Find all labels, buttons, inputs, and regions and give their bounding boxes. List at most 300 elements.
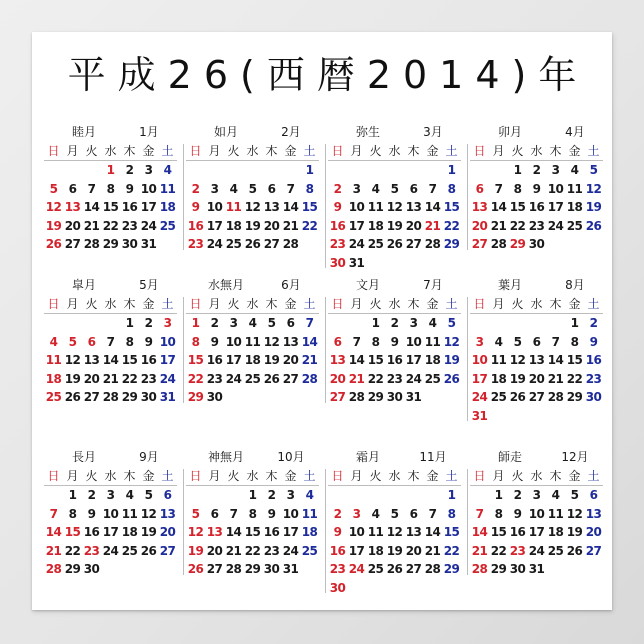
weekday-label: 月 (350, 297, 363, 311)
weekday-header-row (186, 295, 319, 314)
date-cell: 9 (210, 334, 219, 349)
date-cell: 27 (206, 562, 223, 576)
month-number-label: 6月 (281, 278, 301, 292)
date-cell: 22 (64, 543, 81, 558)
date-cell: 11 (424, 334, 441, 349)
month-header (470, 275, 603, 295)
date-cell: 25 (45, 390, 62, 404)
empty-date-cell (205, 486, 224, 505)
month-calendar-5 (44, 275, 177, 407)
empty-date-cell (300, 560, 319, 579)
date-cell: 4 (229, 181, 238, 196)
date-cell: 15 (566, 353, 583, 367)
date-cell: 15 (187, 353, 204, 367)
month-traditional-name: 師走 (497, 450, 522, 464)
date-cell: 1 (494, 488, 503, 502)
date-cell: 15 (509, 200, 526, 214)
date-grid (44, 314, 177, 407)
date-cell: 26 (585, 218, 602, 233)
month-number-label: 10月 (277, 450, 305, 464)
date-cell: 23 (585, 371, 602, 386)
date-cell: 1 (570, 316, 579, 330)
date-cell: 13 (159, 506, 176, 521)
date-cell: 23 (386, 371, 403, 386)
date-cell: 28 (471, 562, 488, 576)
date-cell: 18 (547, 525, 564, 539)
date-cell: 17 (471, 371, 488, 386)
date-cell: 1 (106, 163, 115, 177)
date-cell: 31 (282, 562, 299, 576)
weekday-label: 木 (123, 469, 136, 483)
month-calendar-9 (44, 447, 177, 579)
weekday-header-row (186, 467, 319, 486)
date-cell: 20 (405, 218, 422, 233)
month-calendar-3 (328, 122, 461, 272)
date-cell: 18 (45, 371, 62, 386)
date-cell: 7 (49, 506, 58, 521)
date-cell: 26 (386, 562, 403, 576)
weekday-label: 木 (549, 469, 562, 483)
empty-date-cell (470, 161, 489, 180)
weekday-label: 火 (369, 297, 382, 311)
date-cell: 18 (159, 200, 176, 214)
date-cell: 15 (301, 200, 318, 214)
date-cell: 1 (513, 163, 522, 177)
date-cell: 26 (566, 543, 583, 558)
date-cell: 12 (585, 181, 602, 196)
month-number-label: 11月 (419, 450, 447, 464)
date-cell: 2 (87, 488, 96, 502)
date-cell: 18 (121, 525, 138, 539)
date-cell: 20 (159, 525, 176, 539)
date-cell: 4 (49, 334, 58, 349)
date-cell: 3 (352, 506, 361, 521)
date-grid (470, 486, 603, 579)
date-cell: 24 (348, 237, 365, 251)
date-cell: 16 (528, 200, 545, 214)
date-cell: 14 (45, 525, 62, 539)
date-cell: 14 (102, 353, 119, 367)
date-cell: 13 (329, 353, 346, 367)
empty-date-cell (347, 314, 366, 333)
date-grid (44, 161, 177, 254)
empty-date-cell (347, 579, 366, 598)
date-cell: 24 (282, 543, 299, 558)
date-cell: 28 (282, 237, 299, 251)
month-traditional-name: 長月 (71, 450, 96, 464)
empty-date-cell (565, 407, 584, 426)
date-cell: 26 (443, 371, 460, 386)
month-traditional-name: 睦月 (71, 125, 96, 139)
date-cell: 16 (509, 525, 526, 539)
date-cell: 13 (282, 334, 299, 349)
date-cell: 28 (424, 562, 441, 576)
weekday-label: 火 (227, 144, 240, 158)
date-cell: 5 (267, 316, 276, 330)
month-header (328, 275, 461, 295)
date-cell: 14 (83, 200, 100, 214)
date-cell: 5 (49, 181, 58, 196)
date-cell: 15 (490, 525, 507, 539)
date-cell: 6 (409, 506, 418, 521)
weekday-label: 水 (530, 469, 543, 483)
empty-date-cell (584, 560, 603, 579)
date-cell: 26 (64, 390, 81, 404)
date-cell: 14 (424, 200, 441, 214)
empty-date-cell (224, 161, 243, 180)
month-number-label: 4月 (565, 125, 585, 139)
date-cell: 17 (348, 543, 365, 558)
month-body (44, 142, 177, 254)
month-traditional-name: 霜月 (355, 450, 380, 464)
month-header (328, 122, 461, 142)
date-cell: 11 (225, 200, 242, 214)
date-cell: 5 (248, 181, 257, 196)
weekday-label: 日 (189, 297, 202, 311)
date-cell: 7 (286, 181, 295, 196)
empty-date-cell (527, 314, 546, 333)
month-body (186, 142, 319, 254)
weekday-label: 水 (246, 469, 259, 483)
weekday-label: 金 (568, 144, 581, 158)
date-cell: 20 (282, 353, 299, 367)
date-cell: 10 (547, 181, 564, 196)
weekday-label: 木 (123, 297, 136, 311)
date-cell: 14 (225, 525, 242, 539)
date-cell: 7 (305, 316, 314, 330)
date-cell: 13 (83, 353, 100, 367)
weekday-header-row (328, 142, 461, 161)
date-cell: 3 (352, 181, 361, 196)
month-body (186, 295, 319, 407)
weekday-label: 水 (104, 144, 117, 158)
date-cell: 2 (532, 163, 541, 177)
date-cell: 16 (121, 200, 138, 214)
date-cell: 11 (121, 506, 138, 521)
empty-date-cell (385, 161, 404, 180)
date-cell: 4 (551, 488, 560, 502)
date-cell: 25 (367, 237, 384, 251)
weekday-label: 土 (161, 144, 174, 158)
empty-date-cell (404, 486, 423, 505)
date-cell: 22 (490, 543, 507, 558)
month-traditional-name: 水無月 (207, 278, 244, 292)
weekday-label: 火 (511, 144, 524, 158)
date-cell: 6 (333, 334, 342, 349)
month-body (186, 467, 319, 579)
empty-date-cell (347, 486, 366, 505)
date-cell: 7 (87, 181, 96, 196)
date-cell: 11 (367, 525, 384, 539)
date-cell: 17 (206, 218, 223, 233)
empty-date-cell (328, 161, 347, 180)
date-cell: 3 (532, 488, 541, 502)
weekday-label: 月 (66, 469, 79, 483)
date-cell: 24 (140, 218, 157, 233)
date-cell: 10 (206, 200, 223, 214)
weekday-label: 金 (142, 469, 155, 483)
date-cell: 15 (102, 200, 119, 214)
date-cell: 12 (140, 506, 157, 521)
empty-date-cell (470, 486, 489, 505)
month-body (44, 467, 177, 579)
date-cell: 1 (371, 316, 380, 330)
date-cell: 13 (471, 200, 488, 214)
date-cell: 22 (367, 371, 384, 386)
date-cell: 9 (333, 525, 342, 539)
date-cell: 5 (144, 488, 153, 502)
empty-date-cell (489, 407, 508, 426)
date-cell: 26 (386, 237, 403, 251)
date-cell: 30 (83, 562, 100, 576)
date-cell: 9 (87, 506, 96, 521)
date-cell: 10 (159, 334, 176, 349)
weekday-header-row (328, 467, 461, 486)
date-cell: 5 (68, 334, 77, 349)
date-cell: 2 (191, 181, 200, 196)
date-cell: 20 (585, 525, 602, 539)
month-traditional-name: 卯月 (497, 125, 522, 139)
date-cell: 6 (267, 181, 276, 196)
date-cell: 9 (532, 181, 541, 196)
date-cell: 20 (263, 218, 280, 233)
empty-date-cell (63, 161, 82, 180)
weekday-label: 土 (445, 297, 458, 311)
date-cell: 29 (443, 562, 460, 576)
date-cell: 30 (121, 237, 138, 251)
month-number-label: 8月 (565, 278, 585, 292)
date-cell: 7 (494, 181, 503, 196)
date-cell: 16 (386, 353, 403, 367)
date-cell: 18 (244, 353, 261, 367)
date-cell: 4 (428, 316, 437, 330)
date-cell: 5 (570, 488, 579, 502)
date-cell: 23 (528, 218, 545, 233)
empty-date-cell (63, 314, 82, 333)
date-cell: 15 (121, 353, 138, 367)
date-cell: 27 (528, 390, 545, 404)
weekday-label: 火 (85, 144, 98, 158)
date-cell: 16 (329, 218, 346, 233)
date-cell: 9 (390, 334, 399, 349)
date-cell: 25 (490, 390, 507, 404)
date-cell: 17 (102, 525, 119, 539)
empty-date-cell (404, 254, 423, 273)
weekday-label: 月 (66, 297, 79, 311)
date-cell: 6 (532, 334, 541, 349)
date-cell: 11 (45, 353, 62, 367)
date-cell: 13 (64, 200, 81, 214)
date-cell: 20 (329, 371, 346, 386)
date-cell: 17 (405, 353, 422, 367)
weekday-label: 土 (303, 144, 316, 158)
date-cell: 3 (144, 163, 153, 177)
date-cell: 3 (210, 181, 219, 196)
date-cell: 12 (187, 525, 204, 539)
weekday-label: 水 (530, 144, 543, 158)
poster (32, 32, 612, 610)
date-cell: 13 (263, 200, 280, 214)
weekday-label: 金 (568, 297, 581, 311)
weekday-label: 日 (189, 144, 202, 158)
month-calendar-11 (328, 447, 461, 597)
date-cell: 27 (471, 237, 488, 251)
date-cell: 18 (367, 218, 384, 233)
date-cell: 20 (528, 371, 545, 386)
date-cell: 21 (282, 218, 299, 233)
empty-date-cell (281, 161, 300, 180)
date-cell: 28 (301, 371, 318, 386)
calendar-title: 平成26(西暦2014)年 (67, 53, 589, 97)
weekday-header-row (44, 295, 177, 314)
date-cell: 16 (187, 218, 204, 233)
empty-date-cell (243, 388, 262, 407)
empty-date-cell (158, 560, 177, 579)
date-cell: 7 (229, 506, 238, 521)
date-cell: 11 (301, 506, 318, 521)
date-cell: 7 (428, 506, 437, 521)
date-cell: 6 (286, 316, 295, 330)
date-cell: 31 (405, 390, 422, 404)
date-cell: 14 (301, 334, 318, 349)
date-cell: 3 (475, 334, 484, 349)
weekday-label: 日 (473, 144, 486, 158)
date-cell: 11 (566, 181, 583, 196)
date-cell: 21 (301, 353, 318, 367)
weekday-label: 火 (511, 297, 524, 311)
date-cell: 3 (163, 316, 172, 330)
date-cell: 22 (301, 218, 318, 233)
date-cell: 19 (509, 371, 526, 386)
weekday-label: 金 (284, 469, 297, 483)
date-cell: 24 (547, 218, 564, 233)
empty-date-cell (281, 388, 300, 407)
empty-date-cell (423, 254, 442, 273)
empty-date-cell (300, 388, 319, 407)
weekday-label: 日 (331, 297, 344, 311)
date-cell: 30 (140, 390, 157, 404)
empty-date-cell (442, 579, 461, 598)
weekday-label: 水 (246, 144, 259, 158)
weekday-label: 月 (66, 144, 79, 158)
empty-date-cell (101, 314, 120, 333)
empty-date-cell (546, 235, 565, 254)
date-cell: 25 (244, 371, 261, 386)
empty-date-cell (186, 161, 205, 180)
date-cell: 21 (490, 218, 507, 233)
month-header (470, 122, 603, 142)
empty-date-cell (101, 560, 120, 579)
month-header (186, 447, 319, 467)
date-cell: 21 (471, 543, 488, 558)
date-cell: 23 (206, 371, 223, 386)
weekday-label: 水 (104, 469, 117, 483)
date-cell: 3 (106, 488, 115, 502)
weekday-label: 土 (303, 469, 316, 483)
date-cell: 29 (64, 562, 81, 576)
date-cell: 14 (282, 200, 299, 214)
weekday-label: 木 (407, 297, 420, 311)
date-cell: 22 (102, 218, 119, 233)
date-cell: 6 (87, 334, 96, 349)
date-cell: 6 (163, 488, 172, 502)
empty-date-cell (347, 161, 366, 180)
empty-date-cell (508, 314, 527, 333)
weekday-label: 木 (123, 144, 136, 158)
month-body (328, 142, 461, 272)
date-cell: 24 (225, 371, 242, 386)
month-body (470, 142, 603, 254)
date-cell: 22 (187, 371, 204, 386)
weekday-label: 水 (388, 144, 401, 158)
date-cell: 5 (390, 181, 399, 196)
month-traditional-name: 弥生 (355, 125, 380, 139)
date-cell: 20 (206, 543, 223, 558)
month-number-label: 12月 (561, 450, 589, 464)
date-cell: 8 (447, 181, 456, 196)
month-calendar-1 (44, 122, 177, 254)
date-cell: 27 (263, 237, 280, 251)
date-cell: 8 (447, 506, 456, 521)
date-cell: 7 (352, 334, 361, 349)
date-cell: 22 (443, 218, 460, 233)
weekday-header-row (44, 467, 177, 486)
date-cell: 1 (447, 488, 456, 502)
date-cell: 16 (585, 353, 602, 367)
date-cell: 13 (405, 525, 422, 539)
empty-date-cell (366, 486, 385, 505)
date-cell: 28 (102, 390, 119, 404)
date-cell: 1 (305, 163, 314, 177)
month-traditional-name: 文月 (355, 278, 380, 292)
date-cell: 29 (490, 562, 507, 576)
date-cell: 24 (528, 543, 545, 558)
date-cell: 27 (83, 390, 100, 404)
date-cell: 2 (333, 181, 342, 196)
date-cell: 9 (144, 334, 153, 349)
date-cell: 17 (282, 525, 299, 539)
date-cell: 19 (140, 525, 157, 539)
date-cell: 19 (386, 218, 403, 233)
weekday-label: 水 (388, 469, 401, 483)
weekday-header-row (470, 142, 603, 161)
weekday-label: 日 (331, 144, 344, 158)
month-calendar-2 (186, 122, 319, 254)
date-cell: 10 (348, 525, 365, 539)
date-cell: 1 (125, 316, 134, 330)
date-cell: 31 (348, 255, 365, 270)
date-cell: 25 (424, 371, 441, 386)
date-cell: 25 (121, 543, 138, 558)
month-header (44, 275, 177, 295)
month-calendar-12 (470, 447, 603, 579)
empty-date-cell (442, 388, 461, 407)
date-cell: 30 (509, 562, 526, 576)
empty-date-cell (546, 407, 565, 426)
date-cell: 18 (367, 543, 384, 558)
weekday-label: 月 (208, 469, 221, 483)
date-cell: 26 (140, 543, 157, 558)
date-cell: 10 (102, 506, 119, 521)
empty-date-cell (139, 560, 158, 579)
date-cell: 4 (371, 181, 380, 196)
date-cell: 21 (547, 371, 564, 386)
date-cell: 3 (229, 316, 238, 330)
date-cell: 16 (83, 525, 100, 539)
weekday-label: 土 (161, 469, 174, 483)
date-cell: 8 (494, 506, 503, 521)
date-cell: 31 (159, 390, 176, 404)
